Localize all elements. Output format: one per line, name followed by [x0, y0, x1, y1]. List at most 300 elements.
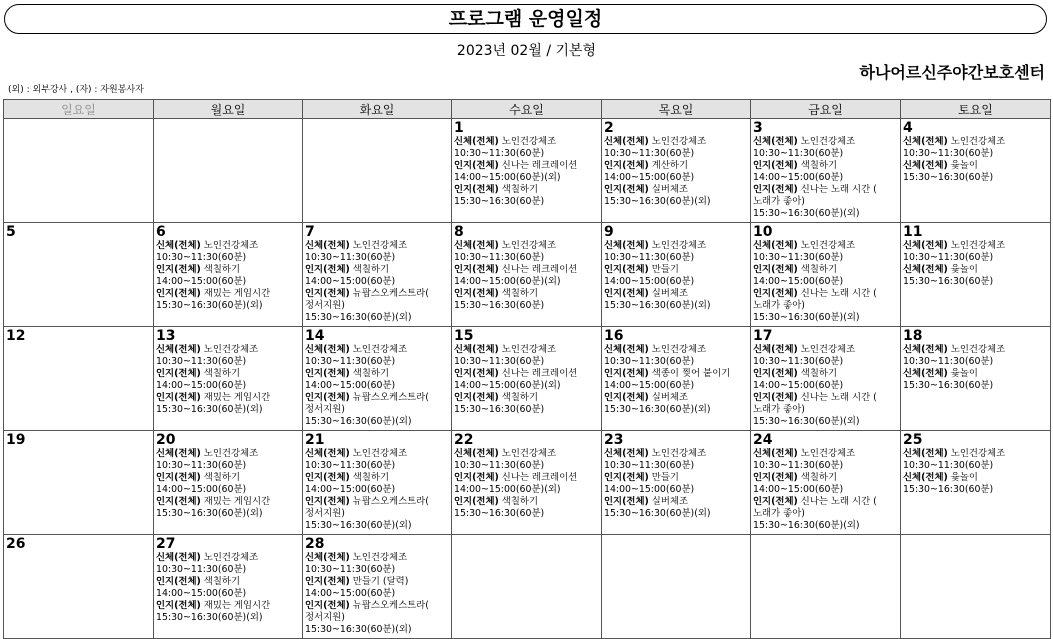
program-entry: [604, 448, 748, 472]
program-entry: [753, 240, 898, 264]
day-number: 12: [6, 328, 26, 344]
program-category: 인지(전체): [156, 576, 201, 587]
program-name: 뉴팝스오케스트라(: [352, 496, 429, 507]
program-category: 신체(전체): [454, 344, 499, 355]
program-entry: [753, 472, 898, 496]
calendar-day-cell: [303, 535, 452, 639]
program-name: 노인건강체조: [950, 344, 1006, 355]
program-name-continued: 노래가 좋아): [753, 508, 805, 519]
program-name: 색칠하기: [800, 472, 838, 483]
program-name: 노인건강체조: [501, 344, 557, 355]
program-name: 노인건강체조: [950, 448, 1006, 459]
program-time: 10:30~11:30(60분): [156, 564, 247, 575]
program-entry: [903, 368, 1048, 392]
calendar-day-cell: [452, 223, 602, 327]
program-category: 신체(전체): [903, 448, 948, 459]
program-time: 14:00~15:00(60분): [753, 484, 844, 495]
program-category: 신체(전체): [156, 344, 201, 355]
calendar-day-cell: [751, 535, 901, 639]
program-category: 인지(전체): [156, 288, 201, 299]
program-category: 인지(전체): [156, 392, 201, 403]
calendar-day-cell: [154, 119, 303, 223]
program-entry: [156, 344, 300, 368]
program-time: 15:30~16:30(60분)(외): [753, 312, 860, 323]
program-time: 14:00~15:00(60분): [305, 276, 396, 287]
program-name: 노인건강체조: [203, 448, 259, 459]
program-entry: [454, 288, 599, 312]
program-name: 노인건강체조: [800, 136, 856, 147]
program-time: 10:30~11:30(60분): [305, 356, 396, 367]
program-time: 15:30~16:30(60분)(외): [753, 520, 860, 531]
calendar-day-cell: [452, 119, 602, 223]
program-time: 10:30~11:30(60분): [454, 148, 545, 159]
program-entry: [753, 448, 898, 472]
program-category: 인지(전체): [604, 160, 649, 171]
program-name: 신나는 레크레이션: [501, 160, 578, 171]
program-category: 신체(전체): [604, 240, 649, 251]
program-entry: [454, 136, 599, 160]
program-category: 인지(전체): [454, 392, 499, 403]
weekday-header: 목요일: [602, 100, 751, 119]
program-category: 신체(전체): [903, 344, 948, 355]
program-name: 신나는 레크레이션: [501, 264, 578, 275]
program-time: 15:30~16:30(60분)(외): [156, 404, 263, 415]
program-time: 15:30~16:30(60분)(외): [305, 624, 412, 635]
program-category: 신체(전체): [753, 448, 798, 459]
program-time: 10:30~11:30(60분): [454, 252, 545, 263]
program-entry: [604, 136, 748, 160]
program-entry: [156, 472, 300, 496]
program-name-continued: 정서지원): [305, 612, 345, 623]
program-time: 14:00~15:00(60분)(외): [454, 172, 561, 183]
program-time: 15:30~16:30(60분)(외): [305, 520, 412, 531]
calendar-day-cell: [4, 431, 154, 535]
program-time: 15:30~16:30(60분)(외): [156, 612, 263, 623]
program-category: 신체(전체): [454, 136, 499, 147]
program-category: 인지(전체): [604, 392, 649, 403]
program-category: 인지(전체): [454, 472, 499, 483]
program-time: 15:30~16:30(60분)(외): [604, 196, 711, 207]
program-name: 뉴팝스오케스트라(: [352, 600, 429, 611]
program-time: 15:30~16:30(60분)(외): [753, 416, 860, 427]
program-category: 인지(전체): [604, 496, 649, 507]
program-name: 색칠하기: [203, 472, 241, 483]
program-entry: [604, 160, 748, 184]
program-name: 색칠하기: [800, 264, 838, 275]
program-category: 인지(전체): [156, 600, 201, 611]
legend-note: (외) : 외부강사 , (자) : 자원봉사자: [8, 85, 144, 95]
calendar-week-row: [4, 223, 1051, 327]
program-name: 윷놀이: [950, 160, 978, 171]
weekday-header: 토요일: [901, 100, 1051, 119]
program-name: 색종이 찢어 붙이기: [651, 368, 731, 379]
day-number: 23: [604, 432, 624, 448]
program-time: 10:30~11:30(60분): [156, 460, 247, 471]
program-time: 10:30~11:30(60분): [604, 252, 695, 263]
program-category: 신체(전체): [903, 264, 948, 275]
program-name: 색칠하기: [203, 576, 241, 587]
program-category: 신체(전체): [903, 368, 948, 379]
program-entry: [604, 240, 748, 264]
program-category: 인지(전체): [156, 368, 201, 379]
program-entry: [156, 600, 300, 624]
program-category: 신체(전체): [305, 240, 350, 251]
program-name: 노인건강체조: [950, 240, 1006, 251]
program-entry: [305, 288, 449, 324]
program-category: 인지(전체): [156, 264, 201, 275]
calendar-day-cell: [303, 431, 452, 535]
program-entry: [305, 344, 449, 368]
program-entry: [753, 136, 898, 160]
day-number: 7: [305, 224, 315, 240]
program-entry: [604, 344, 748, 368]
program-time: 15:30~16:30(60분)(외): [156, 300, 263, 311]
program-time: 10:30~11:30(60분): [604, 148, 695, 159]
program-time: 10:30~11:30(60분): [753, 148, 844, 159]
day-number: 26: [6, 536, 26, 552]
program-time: 14:00~15:00(60분)(외): [454, 484, 561, 495]
program-time: 14:00~15:00(60분): [604, 172, 695, 183]
day-number: 1: [454, 120, 464, 136]
program-entry: [454, 392, 599, 416]
day-number: 3: [753, 120, 763, 136]
calendar-day-cell: [602, 327, 751, 431]
day-number: 14: [305, 328, 325, 344]
program-category: 인지(전체): [454, 160, 499, 171]
program-time: 15:30~16:30(60분)(외): [305, 416, 412, 427]
program-entry: [156, 264, 300, 288]
day-number: 6: [156, 224, 166, 240]
program-entry: [156, 576, 300, 600]
program-time: 10:30~11:30(60분): [454, 356, 545, 367]
program-category: 인지(전체): [305, 392, 350, 403]
program-category: 인지(전체): [604, 184, 649, 195]
program-name-continued: 노래가 좋아): [753, 196, 805, 207]
program-time: 10:30~11:30(60분): [156, 356, 247, 367]
program-entry: [454, 344, 599, 368]
program-time: 15:30~16:30(60분): [903, 276, 994, 287]
day-number: 17: [753, 328, 773, 344]
program-name: 실버체조: [651, 392, 689, 403]
calendar-day-cell: [901, 223, 1051, 327]
day-number: 20: [156, 432, 176, 448]
program-category: 신체(전체): [604, 344, 649, 355]
calendar-day-cell: [751, 119, 901, 223]
program-name: 색칠하기: [501, 392, 539, 403]
program-time: 10:30~11:30(60분): [454, 460, 545, 471]
program-time: 10:30~11:30(60분): [305, 564, 396, 575]
calendar-day-cell: [602, 535, 751, 639]
program-time: 10:30~11:30(60분): [305, 252, 396, 263]
program-entry: [305, 264, 449, 288]
weekday-header: 금요일: [751, 100, 901, 119]
calendar-day-cell: [4, 535, 154, 639]
program-name: 계산하기: [651, 160, 689, 171]
organization-name: 하나어르신주야간보호센터: [859, 63, 1045, 82]
program-category: 신체(전체): [156, 240, 201, 251]
calendar-day-cell: [303, 223, 452, 327]
program-category: 인지(전체): [604, 264, 649, 275]
program-time: 15:30~16:30(60분): [903, 484, 994, 495]
calendar-day-cell: [154, 431, 303, 535]
program-category: 인지(전체): [305, 576, 350, 587]
program-category: 인지(전체): [454, 264, 499, 275]
program-time: 15:30~16:30(60분)(외): [604, 300, 711, 311]
program-time: 15:30~16:30(60분): [454, 404, 545, 415]
calendar-day-cell: [751, 431, 901, 535]
program-entry: [903, 472, 1048, 496]
program-time: 14:00~15:00(60분): [156, 380, 247, 391]
program-category: 인지(전체): [305, 496, 350, 507]
day-number: 24: [753, 432, 773, 448]
program-name: 신나는 노래 시간 (: [800, 184, 877, 195]
program-name: 노인건강체조: [501, 136, 557, 147]
weekday-header: 화요일: [303, 100, 452, 119]
program-name: 뉴팝스오케스트라(: [352, 392, 429, 403]
program-entry: [454, 472, 599, 496]
program-time: 10:30~11:30(60분): [305, 460, 396, 471]
program-name: 만들기 (달력): [352, 576, 409, 587]
program-entry: [454, 448, 599, 472]
program-name: 신나는 레크레이션: [501, 368, 578, 379]
program-name: 노인건강체조: [203, 344, 259, 355]
program-name: 윷놀이: [950, 264, 978, 275]
program-name: 노인건강체조: [950, 136, 1006, 147]
program-entry: [604, 184, 748, 208]
calendar-day-cell: [154, 535, 303, 639]
program-time: 14:00~15:00(60분): [753, 276, 844, 287]
program-entry: [454, 184, 599, 208]
day-number: 11: [903, 224, 923, 240]
page-title: 프로그램 운영일정: [4, 4, 1047, 34]
calendar-day-cell: [303, 327, 452, 431]
calendar-day-cell: [4, 119, 154, 223]
program-name: 실버체조: [651, 496, 689, 507]
program-category: 인지(전체): [305, 368, 350, 379]
program-time: 10:30~11:30(60분): [753, 252, 844, 263]
program-category: 신체(전체): [305, 552, 350, 563]
program-name: 노인건강체조: [651, 136, 707, 147]
day-number: 25: [903, 432, 923, 448]
program-name: 재밌는 게임시간: [203, 600, 271, 611]
program-category: 인지(전체): [753, 368, 798, 379]
program-entry: [156, 448, 300, 472]
calendar-day-cell: [452, 535, 602, 639]
calendar-day-cell: [602, 223, 751, 327]
weekday-header: 일요일: [4, 100, 154, 119]
program-entry: [604, 264, 748, 288]
calendar-day-cell: [452, 327, 602, 431]
program-time: 15:30~16:30(60분)(외): [753, 208, 860, 219]
program-entry: [305, 600, 449, 636]
program-entry: [903, 160, 1048, 184]
program-entry: [305, 576, 449, 600]
program-entry: [753, 392, 898, 428]
program-entry: [903, 448, 1048, 472]
day-number: 8: [454, 224, 464, 240]
program-category: 신체(전체): [753, 240, 798, 251]
calendar-week-row: [4, 535, 1051, 639]
program-entry: [604, 472, 748, 496]
calendar-day-cell: [901, 119, 1051, 223]
program-entry: [454, 160, 599, 184]
program-name: 노인건강체조: [352, 240, 408, 251]
program-entry: [604, 368, 748, 392]
program-name: 노인건강체조: [501, 448, 557, 459]
program-entry: [753, 368, 898, 392]
program-time: 10:30~11:30(60분): [903, 148, 994, 159]
program-name: 만들기: [651, 472, 679, 483]
program-entry: [156, 240, 300, 264]
program-category: 인지(전체): [454, 184, 499, 195]
calendar-day-cell: [602, 119, 751, 223]
day-number: 22: [454, 432, 474, 448]
day-number: 21: [305, 432, 325, 448]
program-time: 10:30~11:30(60분): [753, 356, 844, 367]
program-time: 14:00~15:00(60분): [156, 588, 247, 599]
program-time: 15:30~16:30(60분)(외): [156, 508, 263, 519]
calendar-day-cell: [901, 431, 1051, 535]
day-number: 28: [305, 536, 325, 552]
program-time: 14:00~15:00(60분): [604, 484, 695, 495]
program-name: 윷놀이: [950, 368, 978, 379]
weekday-header-row: [4, 100, 1051, 119]
program-entry: [305, 368, 449, 392]
calendar-day-cell: [602, 431, 751, 535]
program-name-continued: 정서지원): [305, 508, 345, 519]
program-time: 14:00~15:00(60분): [156, 484, 247, 495]
program-category: 신체(전체): [604, 136, 649, 147]
program-time: 14:00~15:00(60분): [604, 276, 695, 287]
program-entry: [753, 160, 898, 184]
program-name: 노인건강체조: [501, 240, 557, 251]
program-category: 인지(전체): [753, 288, 798, 299]
program-name: 만들기: [651, 264, 679, 275]
program-entry: [305, 552, 449, 576]
program-time: 10:30~11:30(60분): [753, 460, 844, 471]
program-category: 신체(전체): [305, 448, 350, 459]
program-entry: [903, 136, 1048, 160]
program-category: 신체(전체): [156, 448, 201, 459]
program-time: 14:00~15:00(60분)(외): [454, 276, 561, 287]
program-entry: [156, 392, 300, 416]
program-category: 신체(전체): [903, 160, 948, 171]
program-time: 15:30~16:30(60분): [903, 380, 994, 391]
program-entry: [753, 496, 898, 532]
page-subtitle: 2023년 02월 / 기본형: [456, 43, 597, 59]
program-category: 신체(전체): [305, 344, 350, 355]
program-name: 윷놀이: [950, 472, 978, 483]
program-entry: [604, 496, 748, 520]
program-name: 색칠하기: [501, 496, 539, 507]
program-entry: [305, 496, 449, 532]
program-entry: [604, 392, 748, 416]
program-entry: [454, 264, 599, 288]
program-entry: [753, 288, 898, 324]
program-name: 색칠하기: [203, 264, 241, 275]
program-name: 색칠하기: [352, 264, 390, 275]
program-category: 인지(전체): [753, 264, 798, 275]
program-name: 실버체조: [651, 184, 689, 195]
program-name: 색칠하기: [501, 288, 539, 299]
program-name: 색칠하기: [352, 472, 390, 483]
program-entry: [305, 472, 449, 496]
program-name: 노인건강체조: [651, 240, 707, 251]
calendar-week-row: [4, 327, 1051, 431]
program-entry: [454, 496, 599, 520]
program-entry: [903, 344, 1048, 368]
calendar-day-cell: [4, 327, 154, 431]
program-entry: [156, 368, 300, 392]
day-number: 2: [604, 120, 614, 136]
program-category: 인지(전체): [156, 496, 201, 507]
weekday-header: 수요일: [452, 100, 602, 119]
program-category: 신체(전체): [454, 448, 499, 459]
program-entry: [156, 496, 300, 520]
program-category: 신체(전체): [454, 240, 499, 251]
program-entry: [753, 344, 898, 368]
program-category: 인지(전체): [156, 472, 201, 483]
calendar-day-cell: [751, 223, 901, 327]
program-time: 14:00~15:00(60분): [156, 276, 247, 287]
program-name: 신나는 노래 시간 (: [800, 288, 877, 299]
program-entry: [454, 240, 599, 264]
calendar-table: [3, 99, 1051, 639]
program-name: 노인건강체조: [352, 552, 408, 563]
program-time: 10:30~11:30(60분): [156, 252, 247, 263]
calendar-day-cell: [901, 327, 1051, 431]
program-category: 인지(전체): [604, 472, 649, 483]
day-number: 15: [454, 328, 474, 344]
program-category: 신체(전체): [753, 344, 798, 355]
program-name: 신나는 노래 시간 (: [800, 392, 877, 403]
day-number: 9: [604, 224, 614, 240]
program-time: 10:30~11:30(60분): [903, 460, 994, 471]
program-time: 14:00~15:00(60분): [305, 588, 396, 599]
program-category: 인지(전체): [454, 496, 499, 507]
calendar-day-cell: [154, 327, 303, 431]
program-category: 신체(전체): [156, 552, 201, 563]
program-time: 15:30~16:30(60분): [454, 508, 545, 519]
program-category: 신체(전체): [753, 136, 798, 147]
program-time: 15:30~16:30(60분): [454, 196, 545, 207]
program-name: 색칠하기: [352, 368, 390, 379]
program-category: 인지(전체): [305, 600, 350, 611]
program-name: 노인건강체조: [651, 448, 707, 459]
program-category: 인지(전체): [454, 368, 499, 379]
day-number: 4: [903, 120, 913, 136]
program-time: 15:30~16:30(60분)(외): [604, 404, 711, 415]
program-category: 신체(전체): [903, 136, 948, 147]
program-name: 노인건강체조: [352, 344, 408, 355]
day-number: 19: [6, 432, 26, 448]
program-category: 신체(전체): [903, 240, 948, 251]
calendar-day-cell: [4, 223, 154, 327]
program-time: 14:00~15:00(60분): [305, 380, 396, 391]
program-time: 10:30~11:30(60분): [903, 356, 994, 367]
calendar-week-row: [4, 119, 1051, 223]
program-name-continued: 정서지원): [305, 300, 345, 311]
program-category: 인지(전체): [753, 160, 798, 171]
day-number: 5: [6, 224, 16, 240]
calendar-day-cell: [901, 535, 1051, 639]
program-category: 인지(전체): [305, 288, 350, 299]
program-category: 인지(전체): [604, 288, 649, 299]
program-name-continued: 정서지원): [305, 404, 345, 415]
program-time: 10:30~11:30(60분): [604, 356, 695, 367]
program-time: 14:00~15:00(60분): [753, 380, 844, 391]
program-time: 14:00~15:00(60분): [753, 172, 844, 183]
